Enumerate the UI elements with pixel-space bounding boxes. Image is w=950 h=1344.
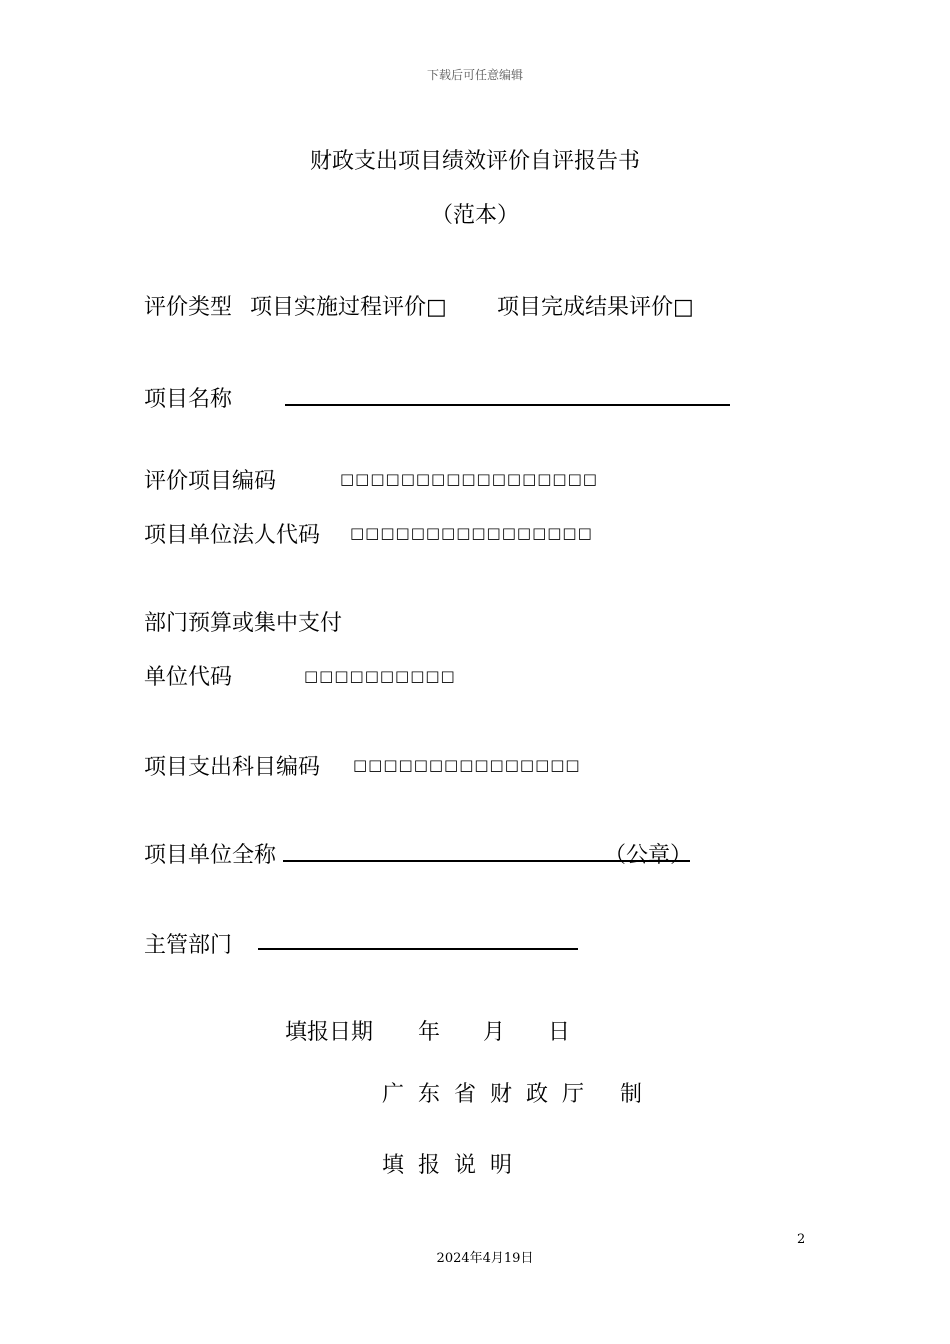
document-title: 财政支出项目绩效评价自评报告书 bbox=[309, 149, 640, 174]
page-number: 2 bbox=[797, 1232, 806, 1247]
budget-unit-label-line2: 单位代码 bbox=[144, 665, 233, 690]
eval-type-option-process[interactable]: 项目实施过程评价□ bbox=[250, 295, 447, 320]
project-name-label: 项目名称 bbox=[144, 387, 233, 412]
fill-date-month: 月 bbox=[483, 1020, 506, 1045]
expense-code-boxes[interactable]: □□□□□□□□□□□□□□□ bbox=[353, 756, 581, 774]
instructions-title: 填报说明 bbox=[382, 1153, 527, 1178]
footer-date: 2024年4月19日 bbox=[436, 1251, 534, 1266]
expense-code-label: 项目支出科目编码 bbox=[144, 755, 321, 780]
budget-unit-boxes[interactable]: □□□□□□□□□□ bbox=[304, 667, 456, 685]
project-name-field[interactable] bbox=[285, 404, 730, 406]
fill-date-year: 年 bbox=[418, 1020, 441, 1045]
eval-type-option-result[interactable]: 项目完成结果评价□ bbox=[497, 295, 694, 320]
legal-code-label: 项目单位法人代码 bbox=[144, 523, 321, 548]
supervisor-label: 主管部门 bbox=[144, 933, 233, 958]
header-note: 下载后可任意编辑 bbox=[426, 68, 523, 82]
legal-code-boxes[interactable]: □□□□□□□□□□□□□□□□ bbox=[350, 524, 593, 542]
fill-date-label: 填报日期 bbox=[285, 1020, 374, 1045]
supervisor-field[interactable] bbox=[258, 948, 578, 950]
budget-unit-label-line1: 部门预算或集中支付 bbox=[144, 611, 343, 636]
issuer-name: 广东省财政厅 bbox=[382, 1082, 599, 1107]
eval-code-boxes[interactable]: □□□□□□□□□□□□□□□□□ bbox=[340, 470, 598, 488]
eval-type-label: 评价类型 bbox=[144, 295, 233, 320]
unit-full-name-label: 项目单位全称 bbox=[144, 843, 277, 868]
issuer-made: 制 bbox=[620, 1082, 643, 1107]
seal-label: （公章） bbox=[604, 843, 693, 868]
eval-code-label: 评价项目编码 bbox=[144, 469, 277, 494]
document-subtitle: （范本） bbox=[430, 203, 519, 228]
fill-date-day: 日 bbox=[548, 1020, 571, 1045]
